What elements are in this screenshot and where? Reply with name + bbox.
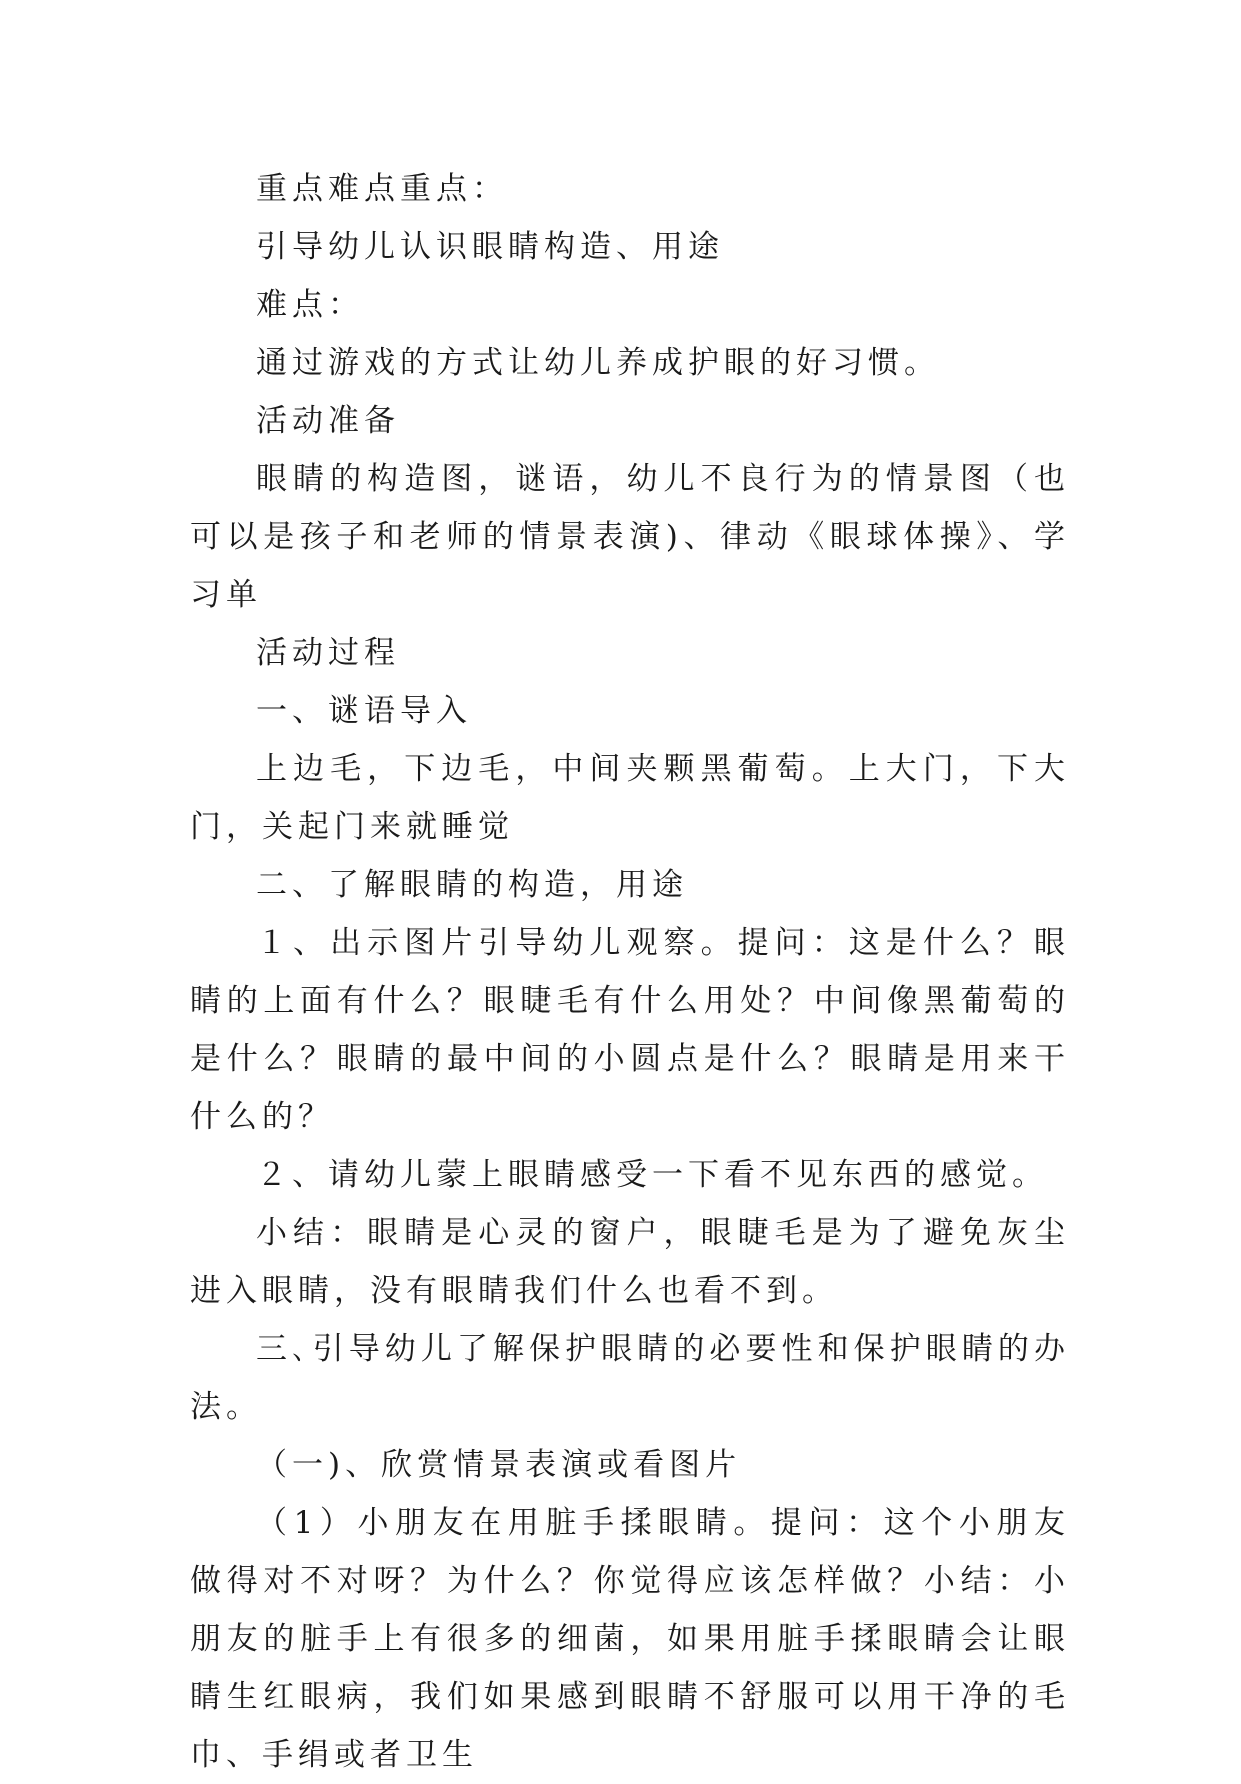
paragraph-preparation-content: 眼睛的构造图，谜语，幼儿不良行为的情景图（也可以是孩子和老师的情景表演)、律动《眼球体操》、学习单 xyxy=(190,461,1070,613)
paragraph-process-heading: 活动过程 xyxy=(256,635,400,671)
paragraph-difficulty-heading: 难点： xyxy=(256,287,364,323)
paragraph-preparation-heading: 活动准备 xyxy=(256,403,400,439)
paragraph-summary: 小结：眼睛是心灵的窗户，眼睫毛是为了避免灰尘进入眼睛，没有眼睛我们什么也看不到。 xyxy=(190,1215,1070,1309)
paragraph-step-two: ２、请幼儿蒙上眼睛感受一下看不见东西的感觉。 xyxy=(256,1157,1048,1193)
document-body xyxy=(190,160,1070,1784)
paragraph-step-one: １、出示图片引导幼儿观察。提问：这是什么？眼睛的上面有什么？眼睫毛有什么用处？中间像黑葡萄的是什么？眼睛的最中间的小圆点是什么？眼睛是用来干什么的？ xyxy=(190,925,1070,1135)
paragraph-key-points-heading: 重点难点重点： xyxy=(256,171,508,207)
paragraph-section-three-heading: 三､引导幼儿了解保护眼睛的必要性和保护眼睛的办法。 xyxy=(190,1331,1070,1425)
paragraph-subsection-one-heading: （一)、欣赏情景表演或看图片 xyxy=(256,1447,742,1483)
paragraph-difficulty-content: 通过游戏的方式让幼儿养成护眼的好习惯。 xyxy=(256,345,940,381)
paragraph-key-point-content: 引导幼儿认识眼睛构造、用途 xyxy=(256,229,724,265)
paragraph-section-two-heading: 二、了解眼睛的构造，用途 xyxy=(256,867,688,903)
paragraph-section-one-heading: 一、谜语导入 xyxy=(256,693,472,729)
paragraph-riddle: 上边毛，下边毛，中间夹颗黑葡萄。上大门，下大门，关起门来就睡觉 xyxy=(190,751,1070,845)
paragraph-scenario-one: （1）小朋友在用脏手揉眼睛。提问：这个小朋友做得对不对呀？为什么？你觉得应该怎样做？小结：小朋友的脏手上有很多的细菌，如果用脏手揉眼睛会让眼睛生红眼病，我们如果感到眼睛不舒服可以用干净的毛巾、手绢或者卫生 xyxy=(190,1505,1070,1773)
